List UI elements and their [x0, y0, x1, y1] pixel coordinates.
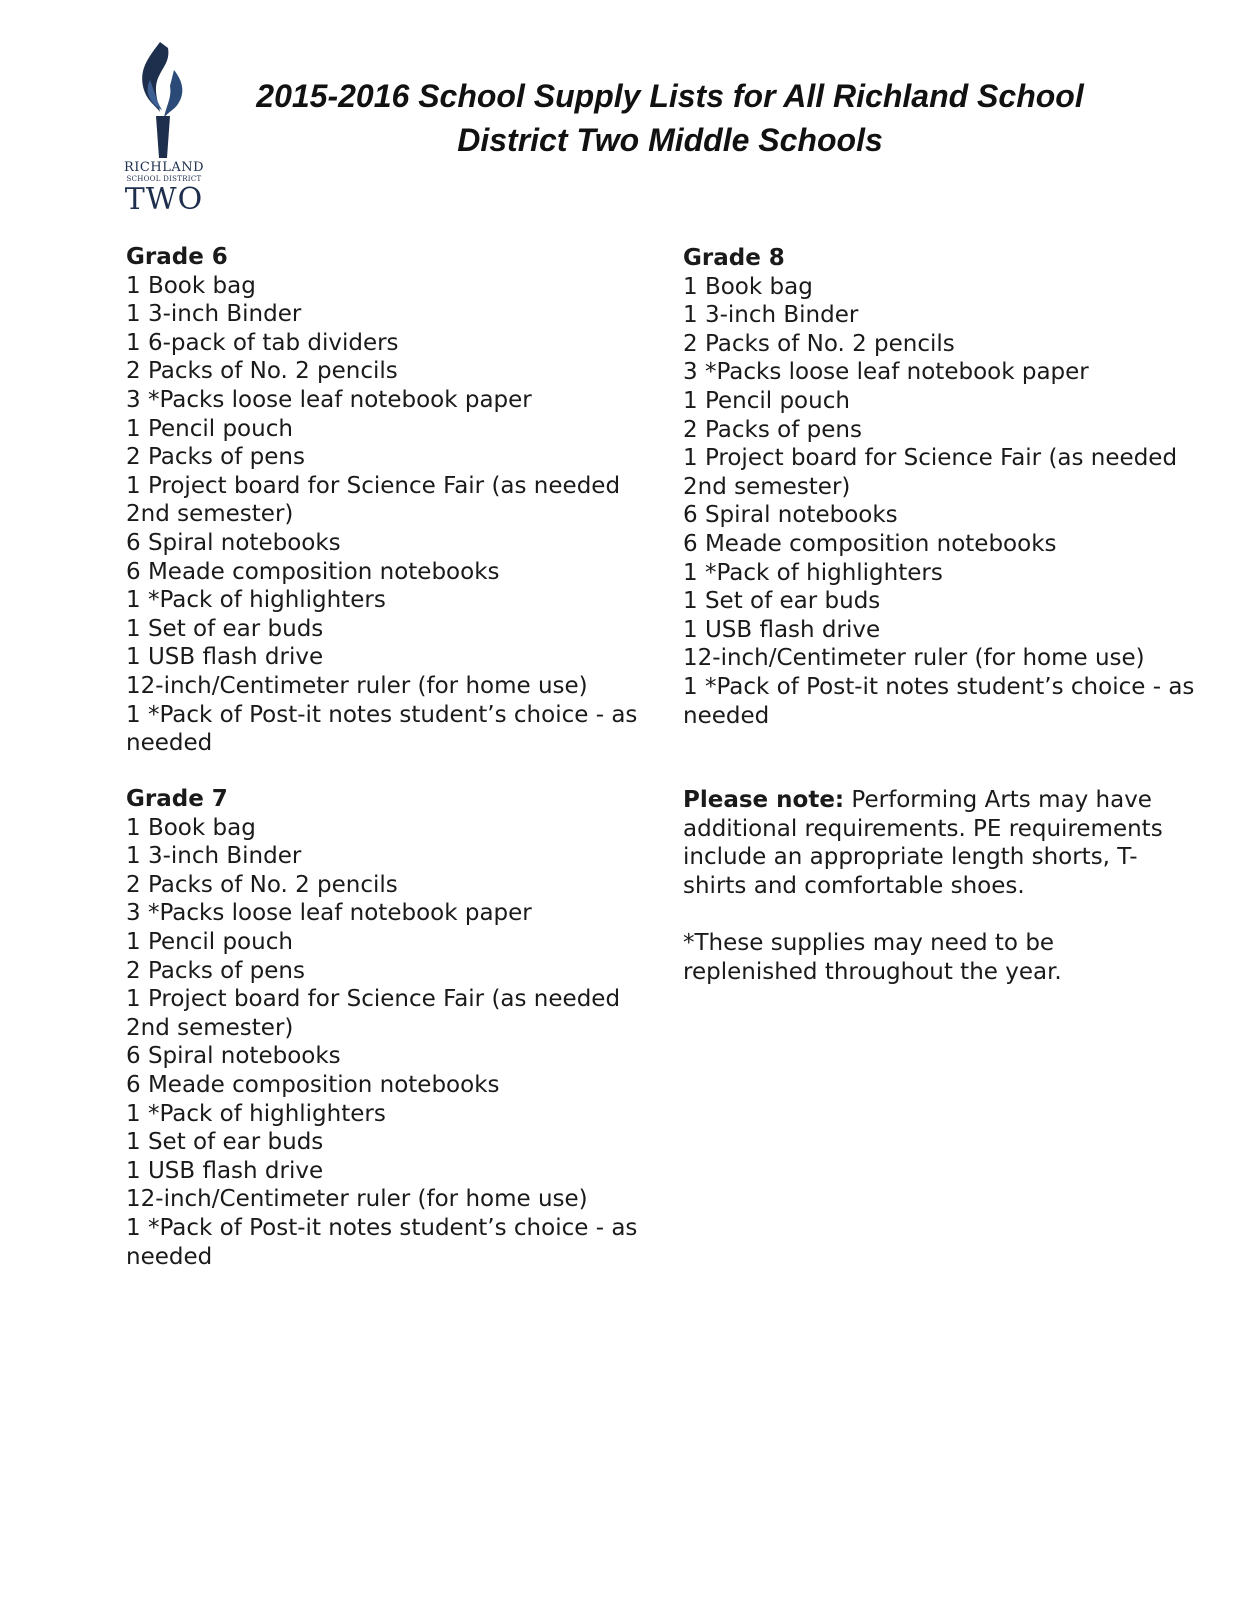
district-logo	[120, 40, 220, 217]
grade-7-list	[126, 814, 646, 1272]
supply-item: 6 Meade composition notebooks	[683, 530, 1057, 557]
supply-item: 1 Set of ear buds	[126, 615, 324, 642]
supply-item: 3 *Packs loose leaf notebook paper	[126, 386, 532, 413]
please-note-label: Please note:	[683, 787, 845, 813]
supply-item: 1 *Pack of Post-it notes student’s choice - as needed	[126, 1214, 645, 1270]
supply-item: 1 *Pack of Post-it notes student’s choice - as needed	[126, 701, 645, 757]
supply-item: 6 Spiral notebooks	[126, 1043, 341, 1070]
supply-item: 1 3-inch Binder	[683, 302, 859, 329]
supply-item: 1 Book bag	[683, 273, 813, 300]
supply-item: 2 Packs of No. 2 pencils	[126, 358, 398, 385]
supply-item: 1 Project board for Science Fair (as needed 2nd semester)	[126, 472, 628, 528]
supply-item: 1 USB flash drive	[126, 644, 324, 671]
supply-item: 1 *Pack of highlighters	[126, 587, 386, 614]
supply-item: 2 Packs of pens	[126, 957, 305, 984]
supply-item: 1 6-pack of tab dividers	[126, 329, 399, 356]
please-note-paragraph	[683, 786, 1183, 900]
supply-item: 3 *Packs loose leaf notebook paper	[126, 900, 532, 927]
supply-item: 1 Set of ear buds	[683, 588, 881, 615]
supply-item: 2 Packs of No. 2 pencils	[683, 330, 955, 357]
replenish-footnote: *These supplies may need to be replenished throughout the year.	[683, 929, 1062, 985]
please-note-text: Performing Arts may have additional requirements. PE requirements include an appropriate length shorts, T-shirts and comfortable shoes.	[683, 787, 1163, 899]
supply-item: 12-inch/Centimeter ruler (for home use)	[126, 1186, 588, 1213]
supply-item: 1 Project board for Science Fair (as needed 2nd semester)	[126, 986, 628, 1041]
supply-item: 12-inch/Centimeter ruler (for home use)	[683, 645, 1145, 672]
supply-item: 12-inch/Centimeter ruler (for home use)	[126, 672, 588, 699]
torch-flame-icon	[130, 40, 200, 160]
logo-text-school-district: SCHOOL DISTRICT	[126, 175, 202, 183]
logo-text-richland: RICHLAND	[123, 160, 205, 175]
title-line-1: 2015-2016 School Supply Lists for All Richland School	[256, 78, 1084, 114]
supply-item: 2 Packs of pens	[126, 444, 305, 471]
supply-item: 1 Project board for Science Fair (as needed 2nd semester)	[683, 445, 1185, 500]
supply-item: 1 3-inch Binder	[126, 843, 302, 870]
supply-item: 2 Packs of pens	[683, 416, 862, 443]
grade-8-list	[683, 273, 1203, 731]
grade-6-list	[126, 272, 646, 758]
supply-item: 1 Set of ear buds	[126, 1129, 324, 1156]
supply-item: 1 USB flash drive	[683, 616, 881, 643]
supply-item: 1 Pencil pouch	[126, 928, 293, 955]
supply-item: 1 Pencil pouch	[126, 415, 293, 442]
supply-item: 6 Meade composition notebooks	[126, 1071, 500, 1098]
supply-item: 1 USB flash drive	[126, 1157, 324, 1184]
supply-item: 1 Book bag	[126, 272, 256, 299]
supply-item: 2 Packs of No. 2 pencils	[126, 871, 398, 898]
grade-6-heading: Grade 6	[126, 244, 228, 270]
supply-item: 6 Meade composition notebooks	[126, 558, 500, 585]
grade-8-heading: Grade 8	[683, 245, 785, 271]
supply-item: 1 *Pack of highlighters	[126, 1100, 386, 1127]
note-section	[683, 786, 1183, 986]
supply-item: 1 *Pack of Post-it notes student’s choice - as needed	[683, 673, 1202, 729]
supply-item: 6 Spiral notebooks	[683, 502, 898, 529]
supply-item: 1 Pencil pouch	[683, 387, 850, 414]
supply-item: 3 *Packs loose leaf notebook paper	[683, 359, 1089, 386]
grade-7-heading: Grade 7	[126, 786, 228, 812]
grade-7-section	[126, 785, 646, 1271]
grade-8-section	[683, 244, 1203, 730]
page-title	[250, 74, 1090, 162]
supply-item: 1 Book bag	[126, 814, 256, 841]
supply-item: 1 *Pack of highlighters	[683, 559, 943, 586]
title-line-2: District Two Middle Schools	[457, 122, 883, 158]
supply-item: 6 Spiral notebooks	[126, 529, 341, 556]
grade-6-section	[126, 243, 646, 758]
logo-text-two: TWO	[124, 182, 204, 217]
supply-item: 1 3-inch Binder	[126, 301, 302, 328]
